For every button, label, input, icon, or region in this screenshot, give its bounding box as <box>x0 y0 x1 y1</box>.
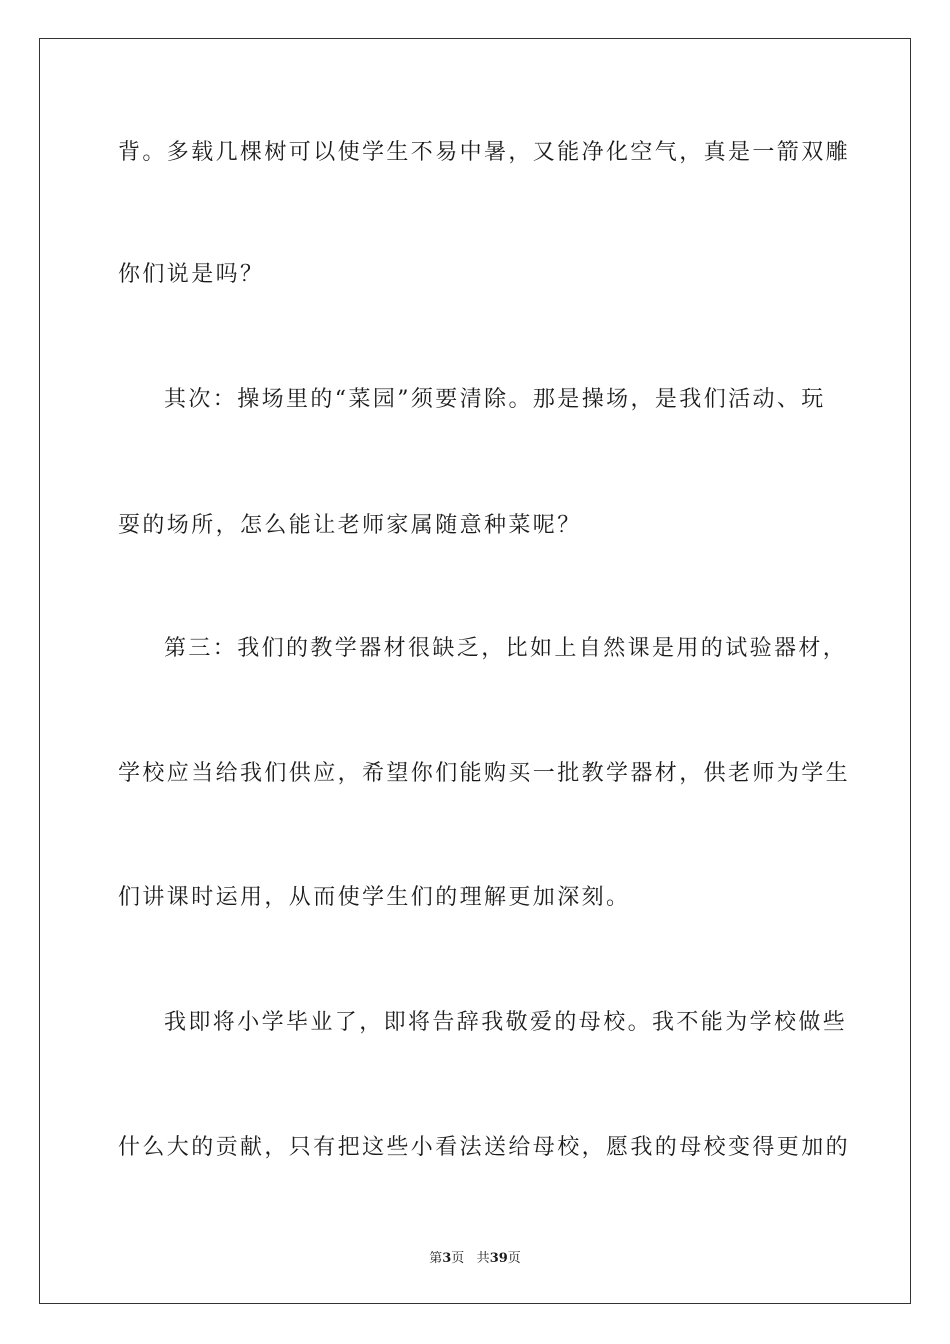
total-pages: 39 <box>489 1251 508 1266</box>
total-suffix: 页 <box>507 1251 521 1266</box>
text-line-9: 什么大的贡献，只有把这些小看法送给母校，愿我的母校变得更加的 <box>118 1135 851 1160</box>
text-line-2: 你们说是吗？ <box>118 262 265 287</box>
paragraph-line-3: 其次：操场里的“菜园”须要清除。那是操场，是我们活动、玩 <box>164 387 826 412</box>
paragraph-line-8: 我即将小学毕业了，即将告辞我敬爱的母校。我不能为学校做些 <box>164 1010 848 1035</box>
page-prefix: 第 <box>429 1251 443 1266</box>
paragraph-line-5: 第三：我们的教学器材很缺乏，比如上自然课是用的试验器材， <box>164 636 848 661</box>
text-line-7: 们讲课时运用，从而使学生们的理解更加深刻。 <box>118 885 631 910</box>
total-prefix: 共 <box>476 1251 490 1266</box>
page-border <box>39 38 911 1304</box>
page-footer <box>0 1247 950 1266</box>
page-number: 3 <box>442 1251 452 1266</box>
page-suffix: 页 <box>451 1251 465 1266</box>
text-line-1: 背。多载几棵树可以使学生不易中暑，又能净化空气，真是一箭双雕 <box>118 140 851 165</box>
text-line-6: 学校应当给我们供应，希望你们能购买一批教学器材，供老师为学生 <box>118 761 851 786</box>
text-line-4: 耍的场所，怎么能让老师家属随意种菜呢？ <box>118 513 582 538</box>
